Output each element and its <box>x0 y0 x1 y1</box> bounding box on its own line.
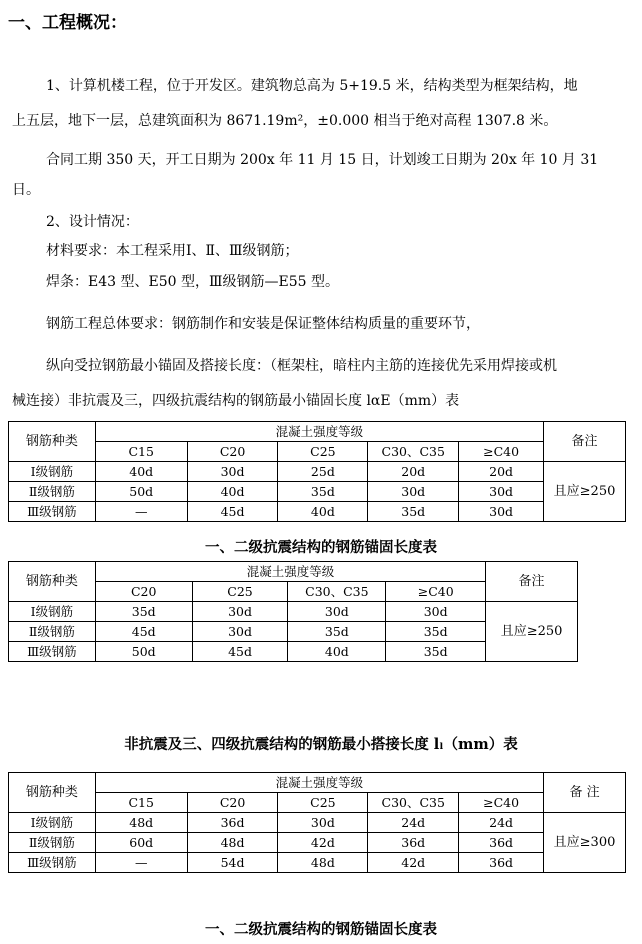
table-cell: 54d <box>187 853 278 873</box>
table-cell: 35d <box>288 622 386 642</box>
column-header: ≥C40 <box>386 582 486 602</box>
table-cell: 20d <box>459 462 544 482</box>
note-cell: 且应≥300 <box>544 813 626 873</box>
table-row <box>9 462 626 482</box>
table-cell: 30d <box>192 602 288 622</box>
paragraph-design-heading: 2、设计情况： <box>46 214 139 230</box>
table-row <box>9 602 578 622</box>
table-row <box>9 833 626 853</box>
section-heading: 一、工程概况： <box>8 13 127 33</box>
paragraph-project-line1: 1、计算机楼工程，位于开发区。建筑物总高为 5+19.5 米，结构类型为框架结构，地 <box>46 78 578 94</box>
table-cell: 40d <box>95 462 187 482</box>
column-header: C30、C35 <box>368 442 459 462</box>
table-caption-2: 非抗震及三、四级抗震结构的钢筋最小搭接长度 lₗ（mm）表 <box>124 736 518 753</box>
table-cell: 35d <box>95 602 192 622</box>
table-cell: 35d <box>386 642 486 662</box>
table-cell: 30d <box>187 462 278 482</box>
note-cell: 且应≥250 <box>544 462 626 522</box>
note-header: 备注 <box>544 422 626 462</box>
table-cell: 24d <box>459 813 544 833</box>
row-label: Ⅰ级钢筋 <box>9 813 96 833</box>
paragraph-materials: 材料要求：本工程采用Ⅰ、Ⅱ、Ⅲ级钢筋； <box>46 243 299 259</box>
table-cell: 45d <box>192 642 288 662</box>
row-label: Ⅱ级钢筋 <box>9 482 96 502</box>
column-header: C25 <box>278 442 368 462</box>
table-cell: 30d <box>459 482 544 502</box>
table-cell: — <box>95 502 187 522</box>
table-caption-3: 一、二级抗震结构的钢筋锚固长度表 <box>205 921 437 938</box>
paragraph-general-requirements: 钢筋工程总体要求：钢筋制作和安装是保证整体结构质量的重要环节， <box>46 316 480 332</box>
type-header: 钢筋种类 <box>9 562 96 602</box>
table-cell: 35d <box>368 502 459 522</box>
table-cell: 30d <box>288 602 386 622</box>
note-header: 备 注 <box>544 773 626 813</box>
paragraph-welding: 焊条：E43 型、E50 型，Ⅲ级钢筋—E55 型。 <box>46 274 339 290</box>
row-label: Ⅱ级钢筋 <box>9 622 96 642</box>
table-cell: 25d <box>278 462 368 482</box>
table-cell: 30d <box>368 482 459 502</box>
table-row <box>9 482 626 502</box>
note-header: 备注 <box>486 562 578 602</box>
row-label: Ⅰ级钢筋 <box>9 462 96 482</box>
table-row <box>9 853 626 873</box>
row-label: Ⅲ级钢筋 <box>9 502 96 522</box>
type-header: 钢筋种类 <box>9 422 96 462</box>
table-cell: 48d <box>278 853 368 873</box>
table-cell: — <box>95 853 187 873</box>
table-cell: 60d <box>95 833 187 853</box>
column-header: ≥C40 <box>459 793 544 813</box>
column-header: C20 <box>187 793 278 813</box>
table-cell: 45d <box>187 502 278 522</box>
paragraph-anchorage-line1: 纵向受拉钢筋最小锚固及搭接长度：（框架柱，暗柱内主筋的连接优先采用焊接或机 <box>46 358 557 374</box>
table-cell: 48d <box>95 813 187 833</box>
table-cell: 50d <box>95 482 187 502</box>
table-cell: 30d <box>192 622 288 642</box>
table-cell: 36d <box>459 833 544 853</box>
table-cell: 36d <box>368 833 459 853</box>
table-cell: 42d <box>278 833 368 853</box>
table-cell: 42d <box>368 853 459 873</box>
table-cell: 30d <box>459 502 544 522</box>
table-cell: 35d <box>278 482 368 502</box>
table-cell: 30d <box>278 813 368 833</box>
table-cell: 24d <box>368 813 459 833</box>
note-cell: 且应≥250 <box>486 602 578 662</box>
column-header: C15 <box>95 442 187 462</box>
row-label: Ⅲ级钢筋 <box>9 853 96 873</box>
table-caption-1: 一、二级抗震结构的钢筋锚固长度表 <box>205 539 437 556</box>
table-cell: 48d <box>187 833 278 853</box>
column-header: ≥C40 <box>459 442 544 462</box>
type-header: 钢筋种类 <box>9 773 96 813</box>
group-header: 混凝土强度等级 <box>95 422 543 442</box>
table-cell: 36d <box>187 813 278 833</box>
table-cell: 50d <box>95 642 192 662</box>
table-cell: 30d <box>386 602 486 622</box>
paragraph-schedule-line1: 合同工期 350 天，开工日期为 200x 年 11 月 15 日，计划竣工日期为 20x 年 10 月 31 <box>46 152 599 168</box>
table-lap-length <box>8 772 626 873</box>
column-header: C20 <box>187 442 278 462</box>
group-header: 混凝土强度等级 <box>95 562 485 582</box>
table-anchorage-non-seismic <box>8 421 626 522</box>
row-label: Ⅱ级钢筋 <box>9 833 96 853</box>
table-cell: 45d <box>95 622 192 642</box>
paragraph-project-line2: 上五层，地下一层，总建筑面积为 8671.19m²，±0.000 相当于绝对高程 1307.8 米。 <box>12 113 558 129</box>
table-cell: 40d <box>278 502 368 522</box>
table-cell: 40d <box>288 642 386 662</box>
column-header: C30、C35 <box>288 582 386 602</box>
group-header: 混凝土强度等级 <box>95 773 543 793</box>
row-label: Ⅰ级钢筋 <box>9 602 96 622</box>
table-row <box>9 502 626 522</box>
column-header: C25 <box>192 582 288 602</box>
row-label: Ⅲ级钢筋 <box>9 642 96 662</box>
table-anchorage-seismic <box>8 561 578 662</box>
table-cell: 35d <box>386 622 486 642</box>
table-cell: 36d <box>459 853 544 873</box>
table-cell: 20d <box>368 462 459 482</box>
paragraph-anchorage-line2: 械连接）非抗震及三，四级抗震结构的钢筋最小锚固长度 lαE（mm）表 <box>12 393 460 409</box>
paragraph-schedule-line2: 日。 <box>12 182 40 198</box>
column-header: C30、C35 <box>368 793 459 813</box>
table-row <box>9 813 626 833</box>
column-header: C15 <box>95 793 187 813</box>
column-header: C20 <box>95 582 192 602</box>
column-header: C25 <box>278 793 368 813</box>
table-cell: 40d <box>187 482 278 502</box>
